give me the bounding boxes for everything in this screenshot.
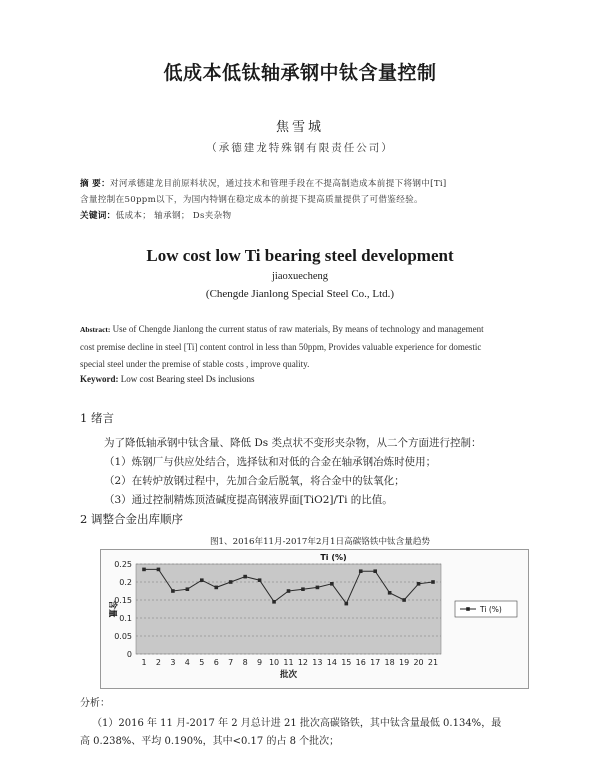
analysis-line-1: （1）2016 年 11 月-2017 年 2 月总计进 21 批次高碳铬铁，其中钛含量最低 0.134%，最 [92, 718, 502, 729]
plot-area [136, 564, 441, 654]
x-tick-label: 21 [427, 658, 439, 667]
section-1-heading: 1 绪言 [80, 411, 114, 425]
abstract-cn-line-1 [80, 177, 540, 192]
x-tick-label: 15 [341, 658, 352, 667]
data-point [373, 569, 377, 573]
data-point [258, 578, 262, 582]
x-tick-label: 10 [268, 658, 280, 667]
data-point [142, 568, 146, 572]
x-tick-label: 8 [242, 658, 248, 667]
section-1-line-4: （3）通过控制精炼顶渣碱度提高钢液界面[TiO2]/Ti 的比值。 [104, 494, 393, 506]
paper-title-en: Low cost low Ti bearing steel development [146, 246, 454, 265]
abstract-en-label: Abstract: [80, 325, 111, 334]
y-tick-label: 0.25 [114, 560, 132, 569]
keywords-en [80, 374, 254, 384]
data-point [388, 591, 392, 595]
keywords-cn-text: 低成本； 轴承钢； Ds夹杂物 [115, 211, 232, 221]
abstract-cn-text-1: 对河承德建龙目前原料状况，通过技术和管理手段在不提高制造成本前提下将钢中[Ti] [109, 179, 447, 189]
author-cn: 焦雪城 [275, 120, 324, 135]
section-1-line-1: 为了降低轴承钢中钛含量、降低 Ds 类点状不变形夹杂物，从二个方面进行控制： [104, 437, 482, 449]
data-point [186, 587, 190, 591]
data-point [402, 598, 406, 602]
ti-trend-chart [101, 550, 528, 688]
data-point [214, 586, 218, 590]
figure-caption: 图1、2016年11月-2017年2月1日高碳铬铁中钛含量趋势 [209, 537, 431, 547]
data-point [431, 580, 435, 584]
data-point [171, 589, 175, 593]
keywords-en-text: Low cost Bearing steel Ds inclusions [118, 374, 255, 384]
y-tick-label: 0.1 [119, 614, 132, 623]
x-tick-label: 2 [155, 658, 161, 667]
y-tick-label: 0.2 [119, 578, 132, 587]
x-tick-label: 20 [413, 658, 424, 667]
section-1-line-3: （2）在转炉放钢过程中，先加合金后脱氧，将合金中的钛氧化； [104, 475, 405, 487]
abstract-en-line-2: cost premise decline in steel [Ti] content control in less than 50ppm, Provides valuable experience for domestic [80, 342, 482, 352]
keywords-cn-label: 关键词： [80, 211, 116, 221]
data-point [330, 582, 334, 586]
data-point [359, 569, 363, 573]
affiliation-en: (Chengde Jianlong Special Steel Co., Ltd.) [205, 288, 395, 300]
abstract-en-line-1 [80, 321, 532, 338]
y-tick-label: 0 [126, 650, 132, 659]
x-tick-label: 11 [283, 658, 294, 667]
x-tick-label: 19 [399, 658, 410, 667]
keywords-en-label: Keyword: [80, 374, 119, 384]
x-tick-label: 5 [199, 658, 205, 667]
data-point [345, 602, 349, 606]
data-point [316, 586, 320, 590]
legend-marker [466, 607, 470, 611]
section-1-line-2: （1）炼钢厂与供应处结合，选择钛和对低的合金在轴承钢冶炼时使用； [104, 456, 437, 468]
analysis-line-2: 高 0.238%、平均 0.190%，其中<0.17 的占 8 个批次； [80, 736, 340, 747]
x-tick-label: 3 [170, 658, 176, 667]
section-2-heading: 2 调整合金出库顺序 [80, 512, 183, 526]
x-tick-label: 1 [141, 658, 147, 667]
x-tick-label: 14 [326, 658, 337, 667]
legend-label: Ti (%) [480, 605, 502, 614]
data-point [243, 575, 247, 579]
data-point [200, 578, 204, 582]
y-tick-label: 0.15 [114, 596, 132, 605]
abstract-cn-label: 摘 要： [80, 179, 110, 189]
affiliation-cn: （承德建龙特殊钢有限责任公司） [206, 142, 394, 154]
chart-frame [100, 549, 529, 689]
data-point [417, 582, 421, 586]
data-point [287, 589, 291, 593]
analysis-label: 分析： [80, 698, 110, 709]
x-tick-label: 6 [213, 658, 219, 667]
data-point [301, 587, 305, 591]
chart-legend [455, 601, 517, 617]
x-tick-label: 9 [257, 658, 263, 667]
x-tick-label: 4 [184, 658, 190, 667]
y-tick-label: 0.05 [114, 632, 132, 641]
data-point [272, 600, 276, 604]
chart-title: Ti (%) [320, 553, 347, 562]
keywords-cn [80, 209, 540, 224]
abstract-en-text-1: Use of Chengde Jianlong the current status of raw materials, By means of technology and management [110, 324, 484, 334]
x-tick-label: 7 [228, 658, 234, 667]
y-axis-label: 含量 [107, 600, 117, 618]
data-point [229, 580, 233, 584]
x-axis-ticks [141, 658, 438, 667]
data-point [157, 568, 161, 572]
x-tick-label: 18 [384, 658, 395, 667]
author-en: jiaoxuecheng [272, 271, 328, 282]
abstract-en-line-3: special steel under the premise of stable costs , improve quality. [80, 359, 310, 369]
x-tick-label: 17 [370, 658, 381, 667]
x-tick-label: 12 [297, 658, 309, 667]
abstract-cn-line-2: 含量控制在50ppm以下，为国内特钢在稳定成本的前提下提高质量提供了可借鉴经验。 [80, 195, 423, 205]
x-tick-label: 16 [355, 658, 366, 667]
x-axis-label: 批次 [279, 670, 298, 680]
x-tick-label: 13 [312, 658, 323, 667]
paper-title-cn: 低成本低钛轴承钢中钛含量控制 [163, 62, 437, 84]
